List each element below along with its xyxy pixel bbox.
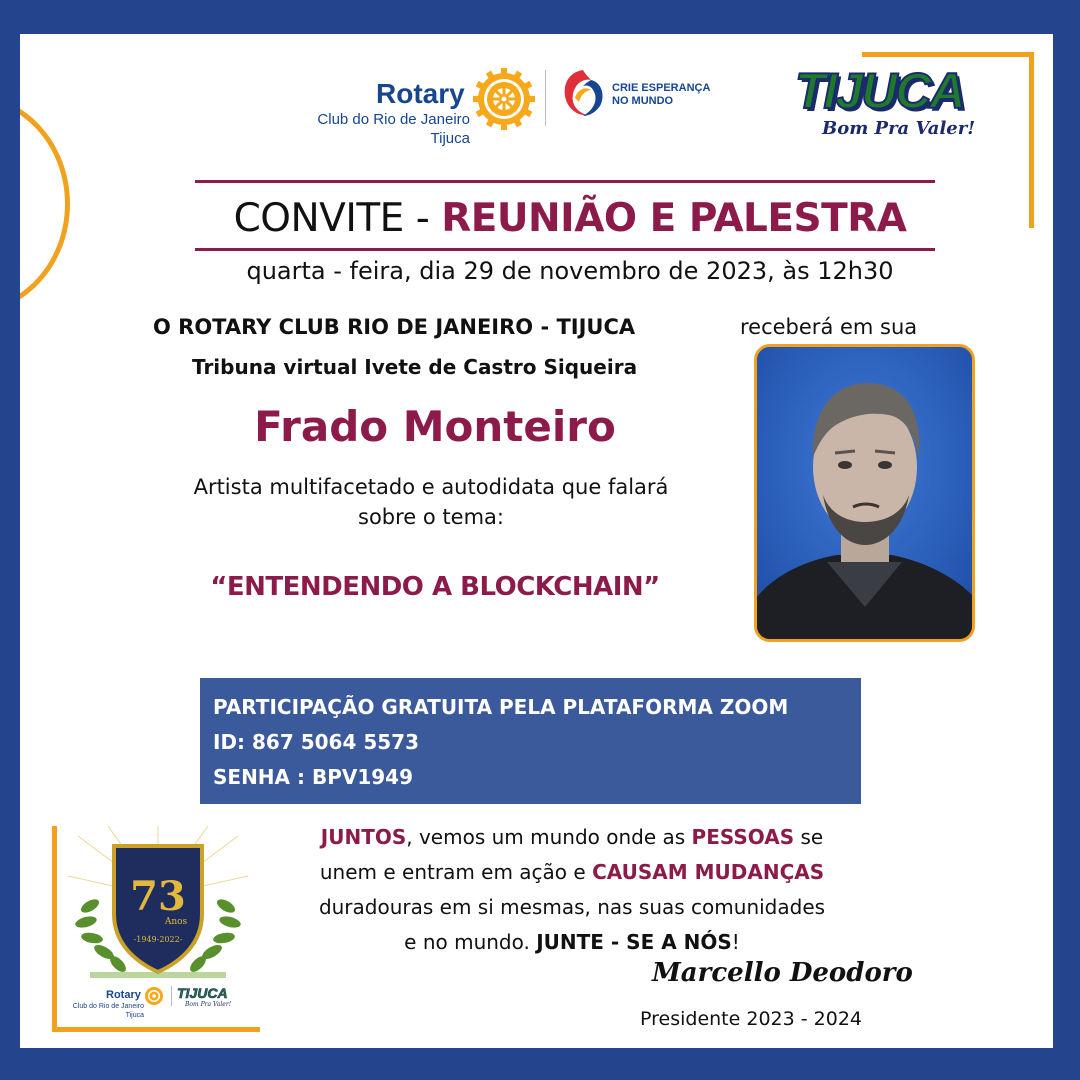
mini-rotary-word: Rotary [106, 989, 141, 1001]
mini-tijuca-slogan: Bom Pra Valer! [185, 1001, 232, 1008]
motto-text5: e no mundo. [404, 930, 537, 954]
rotary-club-line1: Club do Rio de Janeiro [317, 111, 470, 128]
mini-club-line1: Club do Rio de Janeiro [72, 1003, 144, 1010]
motto-junte-se: JUNTE - SE A NÓS [536, 930, 732, 954]
zoom-info-box [200, 678, 861, 804]
mini-logo-divider [171, 986, 172, 1006]
anniversary-badge [68, 826, 248, 984]
title-prefix: CONVITE - [233, 196, 442, 241]
logo-divider [545, 70, 546, 126]
title-highlight: REUNIÃO E PALESTRA [441, 196, 907, 241]
zoom-password: SENHA : BPV1949 [213, 765, 413, 789]
speaker-photo [754, 344, 975, 642]
motto-text6: ! [731, 930, 740, 954]
rotary-wheel-icon [472, 67, 536, 131]
motto-line1 [262, 820, 882, 855]
president-signature: Marcello Deodoro [652, 958, 913, 988]
motto-text3: unem e entram em ação e [319, 860, 593, 884]
mini-club-line2: Tijuca [125, 1012, 144, 1019]
zoom-meeting-id: ID: 867 5064 5573 [213, 730, 420, 754]
talk-theme: “ENTENDENDO A BLOCKCHAIN” [210, 572, 660, 602]
club-name: O ROTARY CLUB RIO DE JANEIRO - TIJUCA [153, 315, 636, 339]
hope-logo-line2: NO MUNDO [612, 95, 674, 107]
hope-logo-line1: CRIE ESPERANÇA [612, 82, 711, 94]
hope-logo-text [612, 82, 710, 108]
description-line1: Artista multifacetado e autodidata que falará [193, 475, 669, 499]
president-role: Presidente 2023 - 2024 [640, 1008, 862, 1030]
motto-juntos: JUNTOS [320, 825, 407, 849]
tijuca-logo-slogan: Bom Pra Valer! [822, 118, 976, 139]
rotary-logo-club-name [284, 110, 470, 148]
speaker-description [140, 472, 722, 532]
mini-tijuca-word: TIJUCA [177, 985, 228, 1001]
motto-text1: , vemos um mundo onde as [406, 825, 692, 849]
motto-pessoas: PESSOAS [691, 825, 795, 849]
tijuca-logo-word: TIJUCA [795, 63, 964, 119]
hope-swirl-icon [561, 68, 605, 118]
invitation-title [195, 196, 945, 241]
motto-line4 [262, 925, 882, 960]
tribune-name: Tribuna virtual Ivete de Castro Siqueira [192, 355, 638, 379]
zoom-participation: PARTICIPAÇÃO GRATUITA PELA PLATAFORMA ZOOM [213, 695, 789, 719]
decorative-ring-top-left [20, 94, 70, 314]
anniversary-label: Anos [164, 917, 188, 927]
mini-rotary-wheel-icon [143, 985, 165, 1007]
anniversary-number: 73 [130, 873, 186, 920]
motto-text2: se [794, 825, 824, 849]
rotary-logo-word: Rotary [376, 78, 465, 109]
mini-rotary-club [66, 1002, 144, 1020]
anniversary-years: -1949-2022- [133, 935, 183, 944]
title-rule-bottom [195, 248, 935, 251]
rotary-motto [262, 820, 882, 960]
description-line2: sobre o tema: [358, 505, 504, 529]
motto-line3: duradouras em si mesmas, nas suas comunidades [318, 895, 826, 919]
title-rule-top [195, 180, 935, 183]
speaker-name: Frado Monteiro [254, 402, 616, 451]
receive-text: receberá em sua [740, 315, 918, 339]
event-date: quarta - feira, dia 29 de novembro de 2023, às 12h30 [246, 257, 894, 285]
rotary-club-line2: Tijuca [430, 130, 470, 147]
motto-line2 [262, 855, 882, 890]
motto-causam-mudancas: CAUSAM MUDANÇAS [592, 860, 825, 884]
